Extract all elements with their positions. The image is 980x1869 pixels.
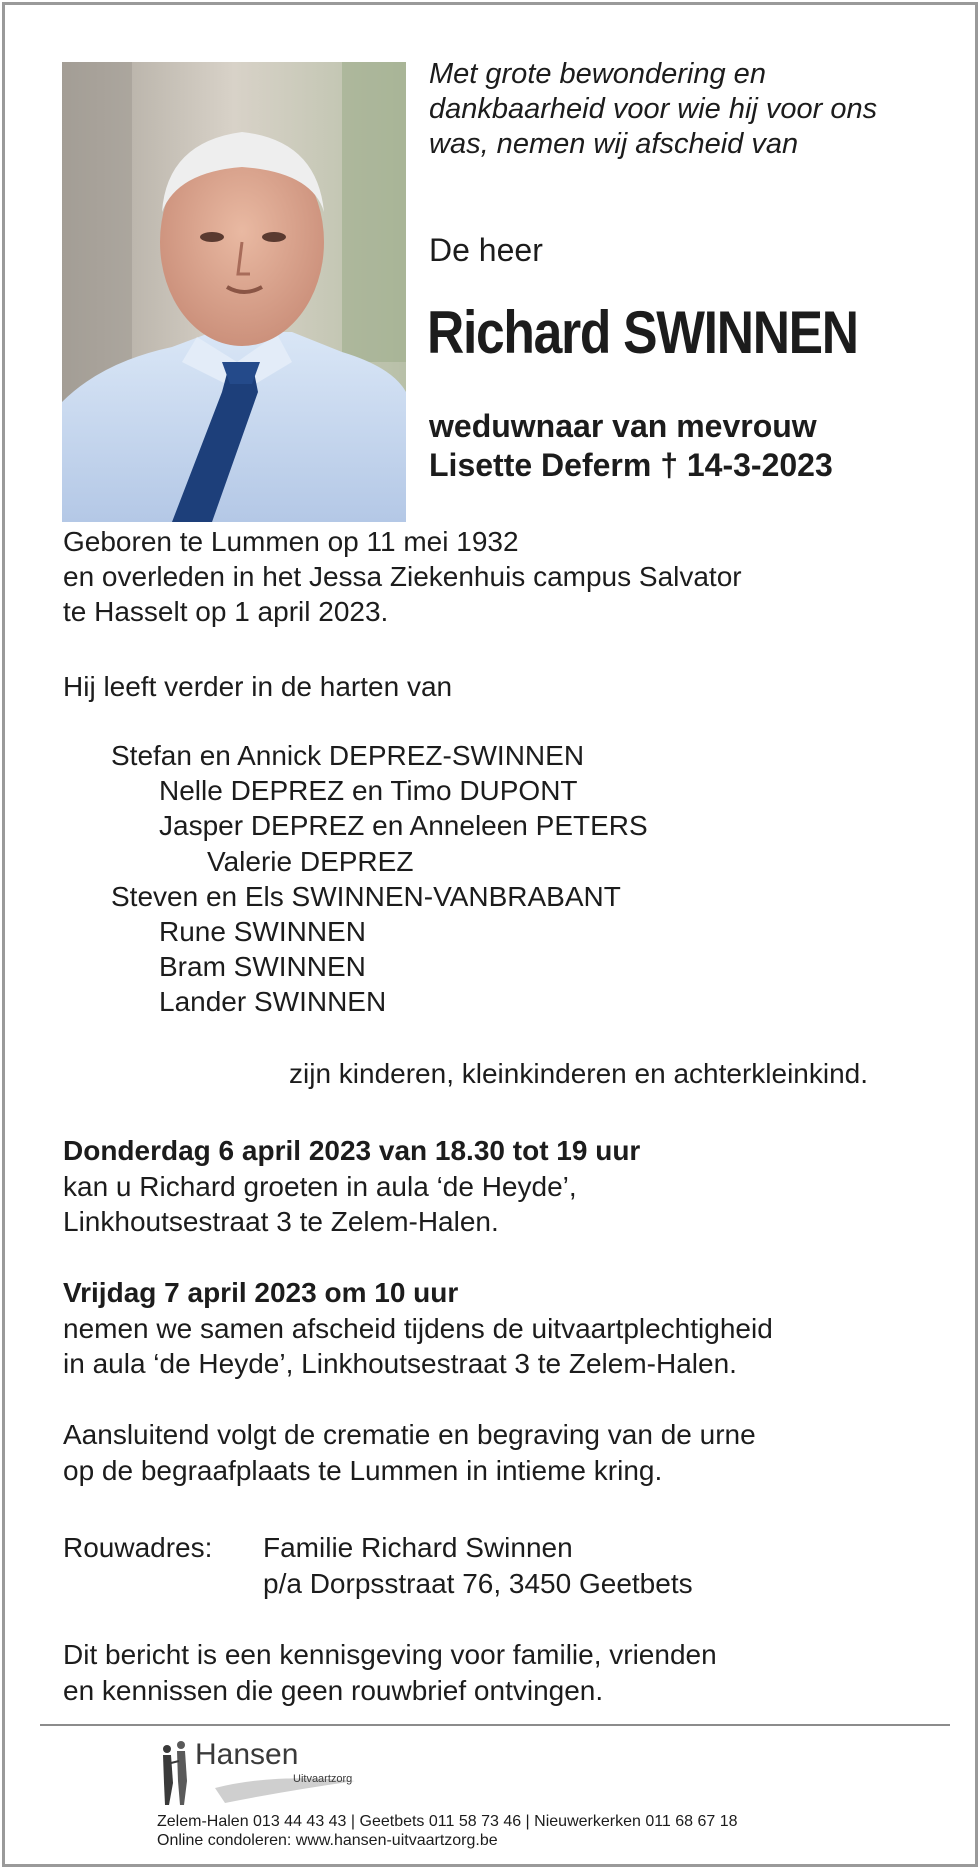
widow-line: weduwnaar van mevrouw — [429, 408, 817, 444]
visitation-line: kan u Richard groeten in aula ‘de Heyde’, — [63, 1170, 577, 1202]
ceremony-info — [63, 1275, 773, 1382]
birth-line: en overleden in het Jessa Ziekenhuis campus Salvator — [63, 561, 742, 592]
birth-line: Geboren te Lummen op 11 mei 1932 — [63, 526, 519, 557]
obituary-card — [2, 2, 978, 1867]
family-member: Bram SWINNEN — [159, 951, 366, 983]
visitation-heading: Donderdag 6 april 2023 van 18.30 tot 19 uur — [63, 1135, 641, 1166]
visitation-line: Linkhoutsestraat 3 te Zelem-Halen. — [63, 1206, 499, 1237]
footer-divider — [40, 1724, 950, 1726]
contact-website: Online condoleren: www.hansen-uitvaartzorg.be — [157, 1832, 498, 1849]
salutation: De heer — [429, 232, 543, 268]
widow-info — [429, 407, 833, 485]
intro-line: dankbaarheid voor wie hij voor ons — [429, 93, 878, 125]
address-lines — [263, 1530, 693, 1601]
family-member: Stefan en Annick DEPREZ-SWINNEN — [111, 740, 585, 771]
intro-text — [429, 57, 949, 162]
notice-line: Dit bericht is een kennisgeving voor familie, vrienden — [63, 1639, 717, 1670]
relation-text: zijn kinderen, kleinkinderen en achterkleinkind. — [289, 1058, 869, 1089]
notice-text — [63, 1637, 717, 1708]
funeral-home-logo — [155, 1733, 395, 1808]
birth-line: te Hasselt op 1 april 2023. — [63, 596, 389, 627]
deceased-name: Richard SWINNEN — [427, 299, 858, 366]
address-line: Familie Richard Swinnen — [263, 1532, 573, 1563]
notice-line: en kennissen die geen rouwbrief ontvingen. — [63, 1674, 604, 1706]
family-member: Valerie DEPREZ — [207, 845, 414, 877]
portrait-image — [62, 62, 406, 522]
contact-phones: Zelem-Halen 013 44 43 43 | Geetbets 011 58 73 46 | Nieuwerkerken 011 68 67 18 — [157, 1813, 738, 1830]
logo-name: Hansen — [195, 1738, 299, 1771]
widow-line: Lisette Deferm † 14-3-2023 — [429, 447, 833, 483]
visitation-info — [63, 1133, 640, 1240]
address-line: p/a Dorpsstraat 76, 3450 Geetbets — [263, 1567, 693, 1599]
birth-death-info — [63, 524, 742, 629]
family-member: Steven en Els SWINNEN-VANBRABANT — [111, 880, 621, 912]
family-list — [63, 738, 648, 1020]
ceremony-line: in aula ‘de Heyde’, Linkhoutsestraat 3 te Zelem-Halen. — [63, 1348, 737, 1379]
portrait-photo — [62, 62, 406, 522]
ceremony-line: nemen we samen afscheid tijdens de uitvaartplechtigheid — [63, 1312, 773, 1344]
family-member: Rune SWINNEN — [159, 916, 366, 948]
contact-info — [157, 1812, 738, 1850]
cremation-line: Aansluitend volgt de crematie en begraving van de urne — [63, 1419, 756, 1450]
address-label: Rouwadres: — [63, 1532, 213, 1563]
cremation-info — [63, 1417, 756, 1488]
ceremony-heading: Vrijdag 7 april 2023 om 10 uur — [63, 1277, 459, 1308]
cremation-line: op de begraafplaats te Lummen in intieme kring. — [63, 1454, 663, 1486]
family-member: Lander SWINNEN — [159, 986, 387, 1018]
intro-line: was, nemen wij afscheid van — [429, 128, 799, 160]
intro-line: Met grote bewondering en — [429, 58, 766, 90]
family-member: Nelle DEPREZ en Timo DUPONT — [159, 775, 578, 807]
lives-on-text: Hij leeft verder in de harten van — [63, 671, 453, 702]
logo-subtitle: Uitvaartzorg — [293, 1773, 353, 1785]
family-member: Jasper DEPREZ en Anneleen PETERS — [159, 810, 648, 842]
